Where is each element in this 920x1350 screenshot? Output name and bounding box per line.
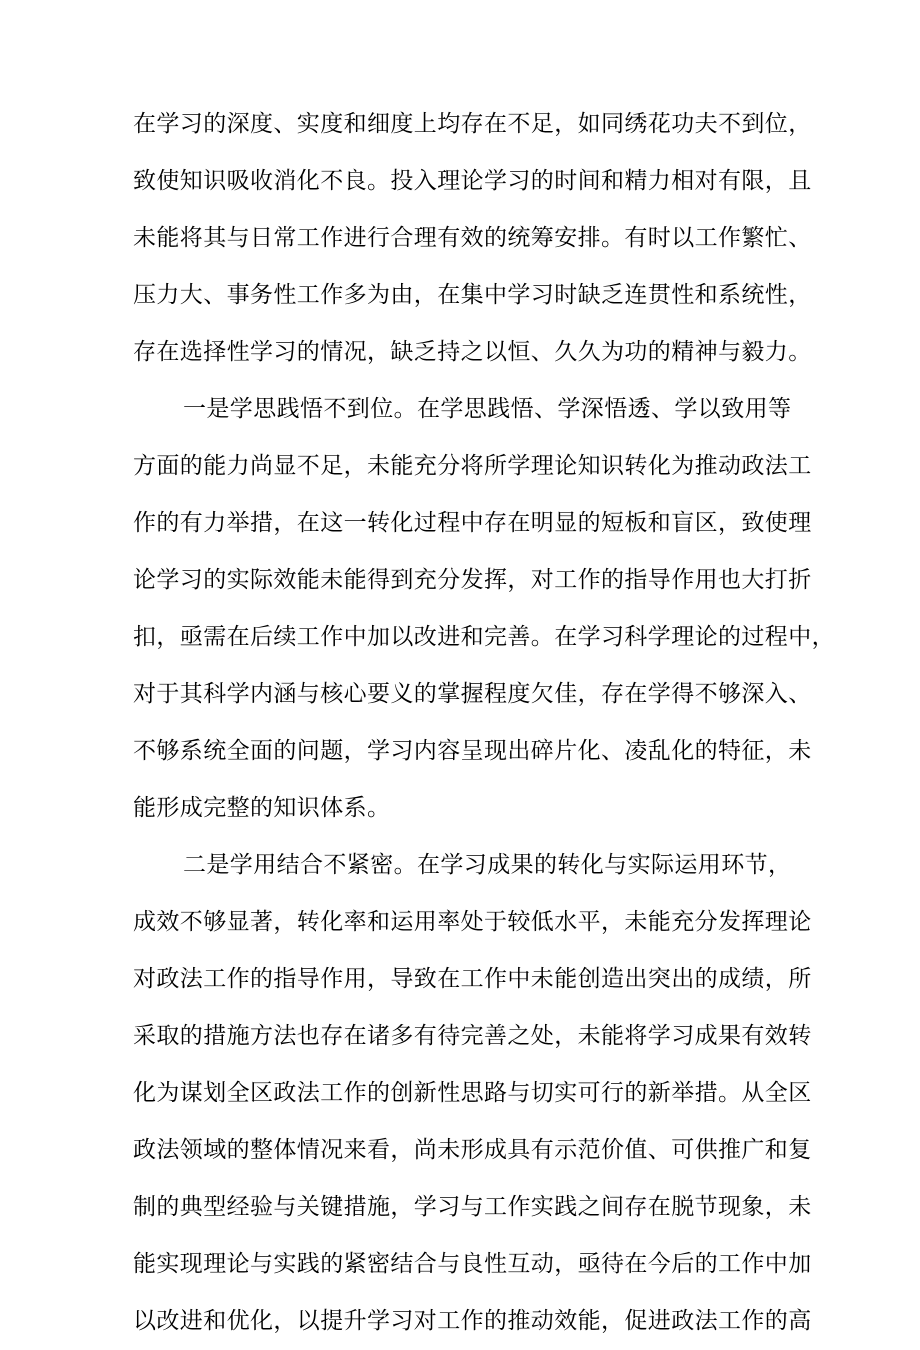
text-line: 能形成完整的知识体系。 — [133, 795, 391, 821]
text-line: 化为谋划全区政法工作的创新性思路与切实可行的新举措。从全区 — [133, 1080, 812, 1106]
text-line: 不够系统全面的问题，学习内容呈现出碎片化、凌乱化的特征，未 — [133, 738, 812, 764]
text-line: 致使知识吸收消化不良。投入理论学习的时间和精力相对有限，且 — [133, 168, 812, 194]
text-line: 以改进和优化，以提升学习对工作的推动效能，促进政法工作的高 — [133, 1308, 812, 1334]
paragraph-1 — [133, 96, 812, 381]
text-line: 对政法工作的指导作用，导致在工作中未能创造出突出的成绩，所 — [133, 966, 812, 992]
text-line: 作的有力举措，在这一转化过程中存在明显的短板和盲区，致使理 — [133, 510, 812, 536]
paragraph-3 — [133, 837, 812, 1350]
text-line: 在学习的深度、实度和细度上均存在不足，如同绣花功夫不到位， — [133, 111, 812, 137]
text-line: 扣，亟需在后续工作中加以改进和完善。在学习科学理论的过程中， — [133, 624, 835, 650]
text-line: 存在选择性学习的情况，缺乏持之以恒、久久为功的精神与毅力。 — [133, 339, 812, 365]
document-body — [133, 96, 835, 1350]
text-line: 制的典型经验与关键措施，学习与工作实践之间存在脱节现象，未 — [133, 1194, 812, 1220]
text-line: 成效不够显著，转化率和运用率处于较低水平，未能充分发挥理论 — [133, 909, 812, 935]
text-line: 对于其科学内涵与核心要义的掌握程度欠佳，存在学得不够深入、 — [133, 681, 812, 707]
text-line: 未能将其与日常工作进行合理有效的统筹安排。有时以工作繁忙、 — [133, 225, 812, 251]
text-line: 压力大、事务性工作多为由，在集中学习时缺乏连贯性和系统性， — [133, 282, 812, 308]
text-line: 政法领域的整体情况来看，尚未形成具有示范价值、可供推广和复 — [133, 1137, 812, 1163]
text-line: 方面的能力尚显不足，未能充分将所学理论知识转化为推动政法工 — [133, 453, 812, 479]
text-line: 采取的措施方法也存在诸多有待完善之处，未能将学习成果有效转 — [133, 1023, 812, 1049]
text-line: 论学习的实际效能未能得到充分发挥，对工作的指导作用也大打折 — [133, 567, 812, 593]
text-line: 能实现理论与实践的紧密结合与良性互动，亟待在今后的工作中加 — [133, 1251, 812, 1277]
text-line: 一是学思践悟不到位。在学思践悟、学深悟透、学以致用等 — [183, 396, 792, 422]
paragraph-2 — [133, 381, 835, 837]
text-line: 二是学用结合不紧密。在学习成果的转化与实际运用环节， — [183, 852, 792, 878]
